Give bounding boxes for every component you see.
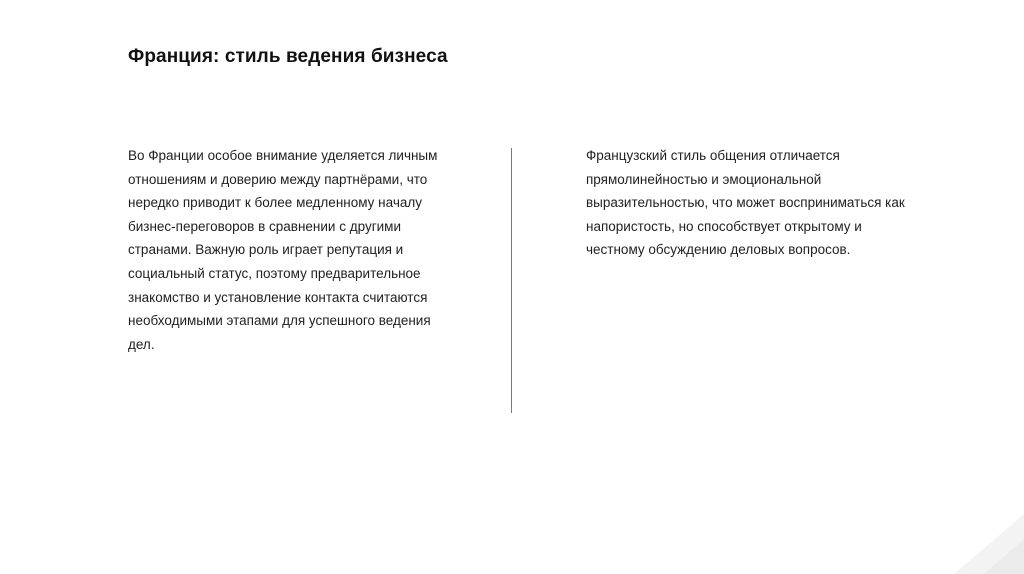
- left-column-text: [128, 144, 488, 356]
- left-text-line: отношениям и доверию между партнёрами, что: [128, 171, 428, 187]
- left-text-line: Во Франции особое внимание уделяется личным: [128, 148, 438, 163]
- page-curl-decoration: [914, 484, 1024, 574]
- left-text-line: необходимыми этапами для успешного ведения: [128, 313, 431, 329]
- right-text-line: прямолинейностью и эмоциональной: [586, 171, 822, 187]
- column-divider: [511, 148, 512, 413]
- right-text-line: выразительностью, что может восприниматься как: [586, 195, 905, 211]
- left-text-line: нередко приводит к более медленному началу: [128, 195, 423, 211]
- right-column-text: [586, 144, 936, 262]
- left-text-line: дел.: [128, 336, 155, 352]
- left-text-line: знакомство и установление контакта считаются: [128, 289, 428, 305]
- left-text-line: бизнес-переговоров в сравнении с другими: [128, 218, 401, 234]
- left-text-line: странами. Важную роль играет репутация и: [128, 242, 404, 258]
- right-text-line: честному обсуждению деловых вопросов.: [586, 242, 851, 258]
- left-text-line: социальный статус, поэтому предварительное: [128, 265, 421, 281]
- right-text-line: Французский стиль общения отличается: [586, 148, 840, 163]
- right-text-line: напористость, но способствует открытому и: [586, 218, 862, 234]
- slide-title: Франция: стиль ведения бизнеса: [128, 46, 448, 67]
